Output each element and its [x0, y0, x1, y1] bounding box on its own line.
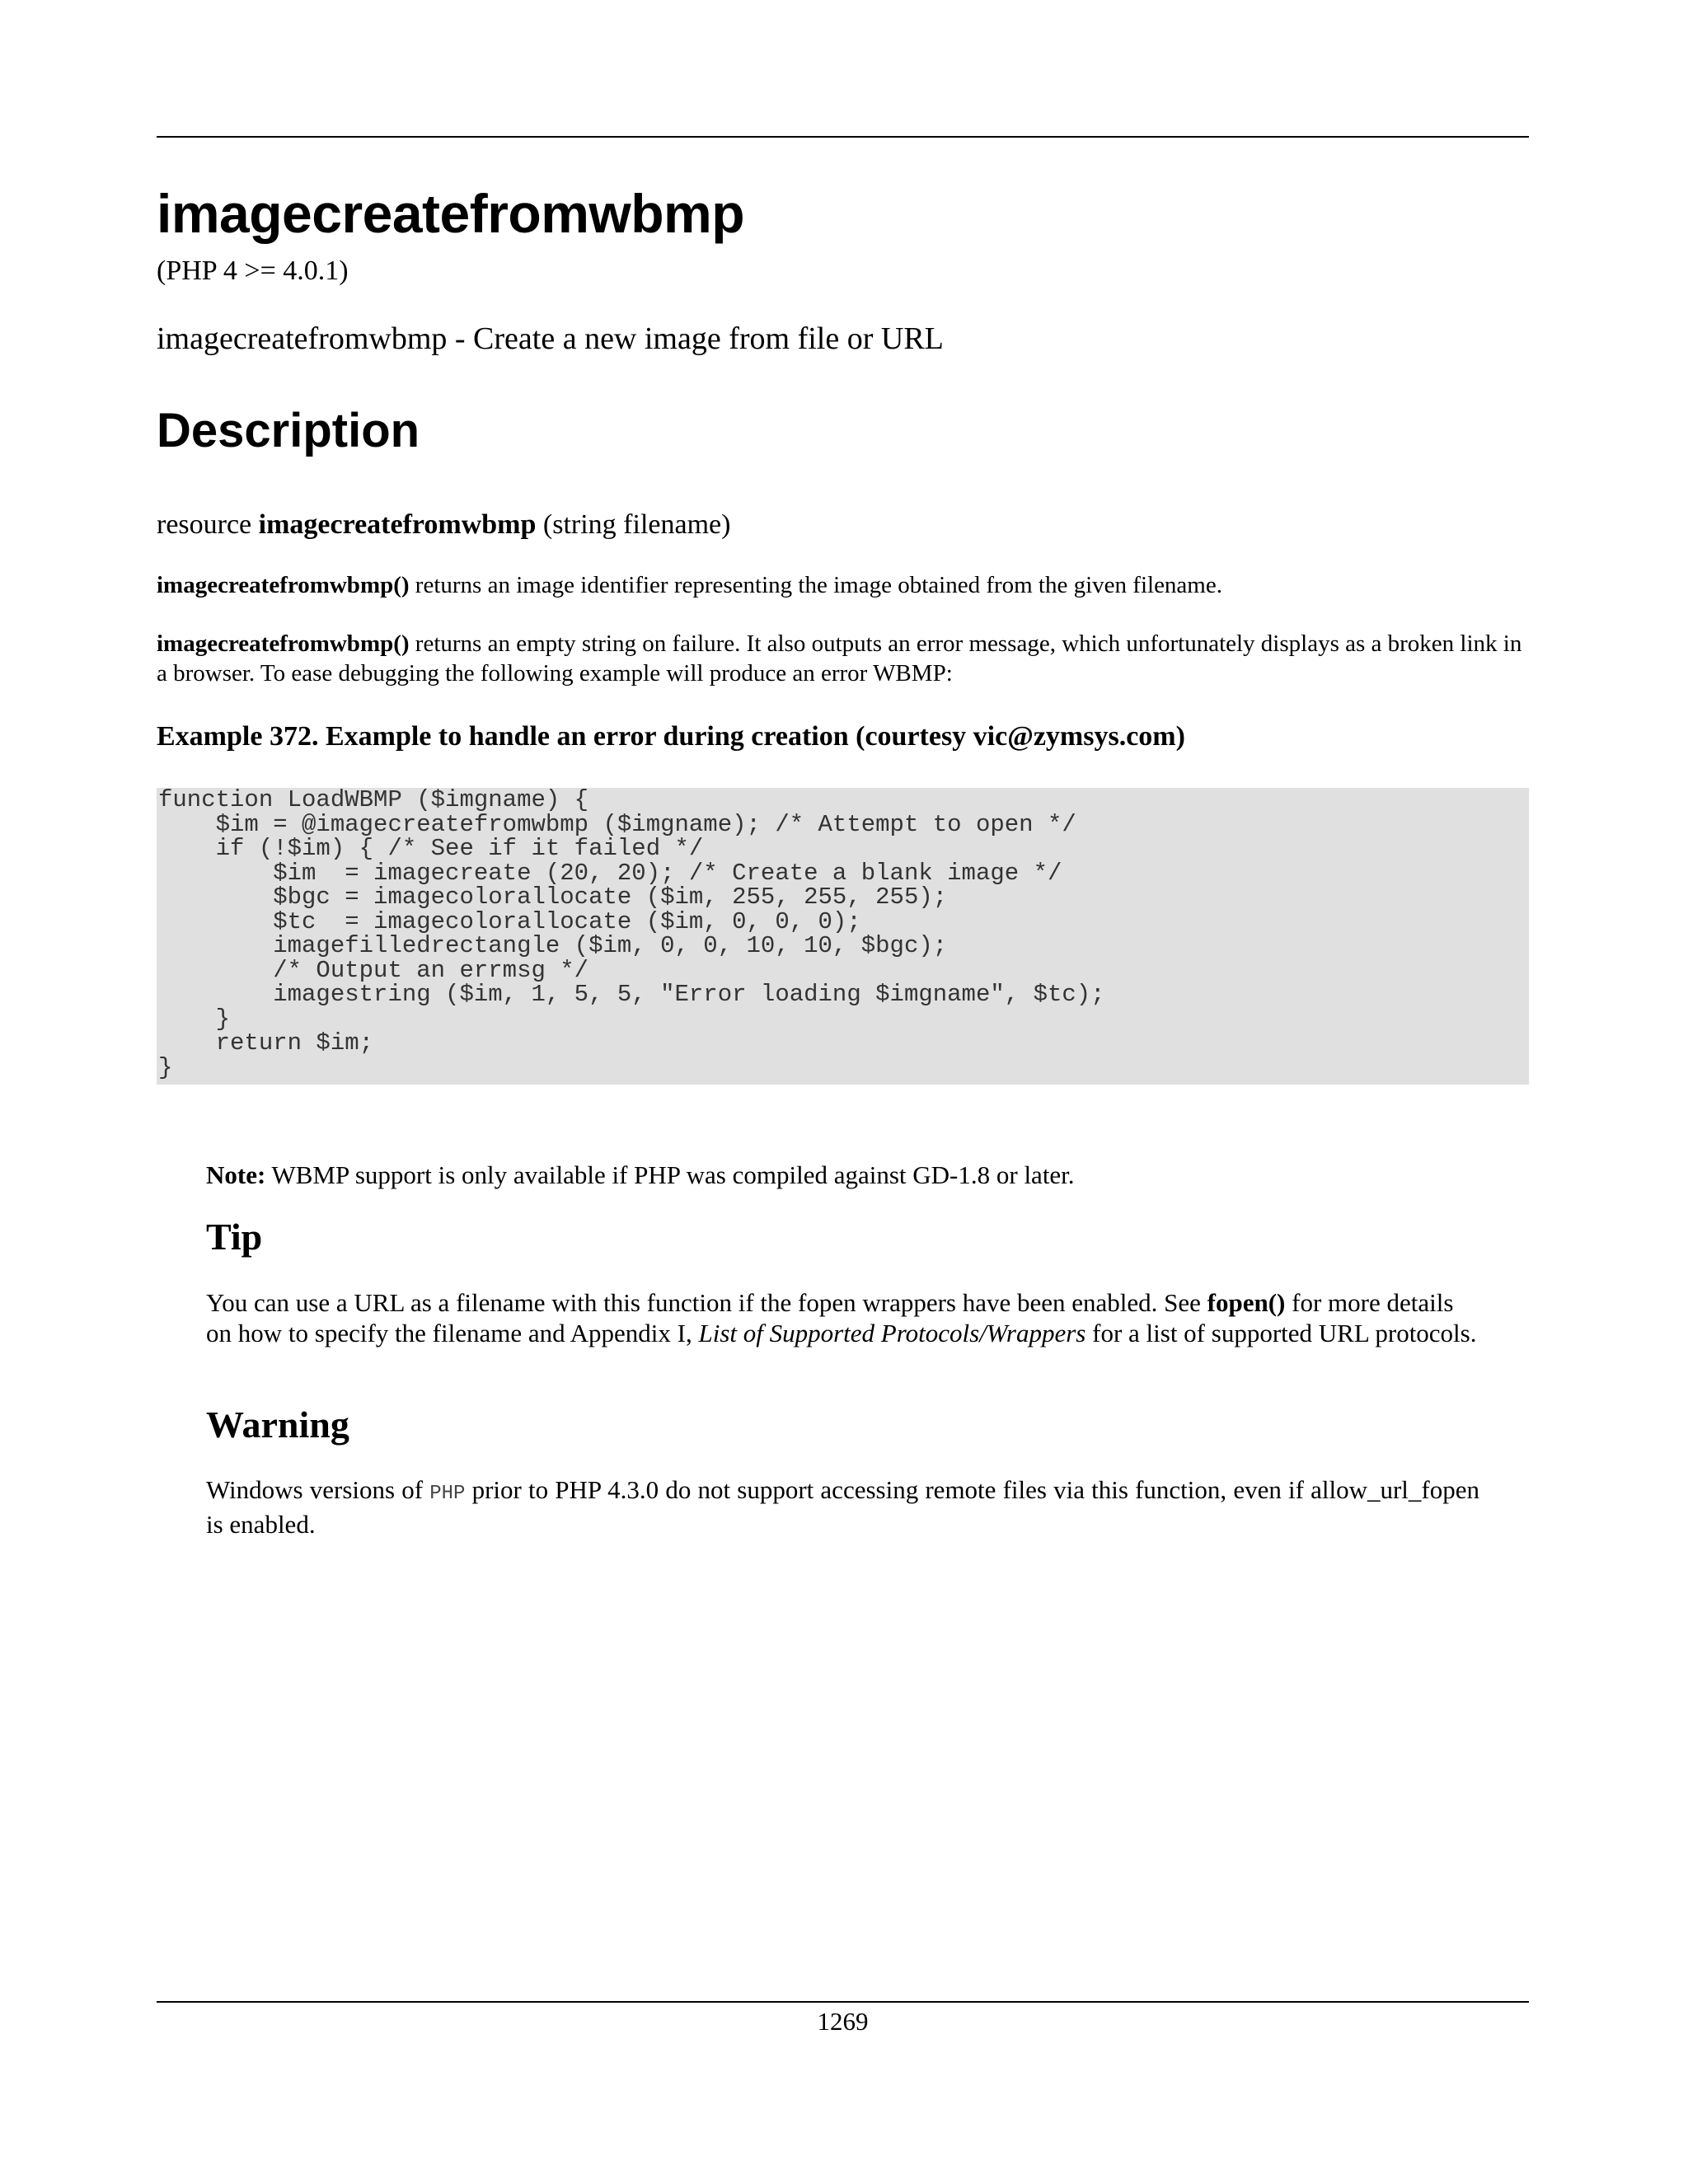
function-reference: imagecreatefromwbmp()	[157, 572, 410, 598]
function-reference: imagecreatefromwbmp()	[157, 630, 410, 657]
function-synopsis	[157, 509, 730, 540]
note-text: WBMP support is only available if PHP was compiled against GD-1.8 or later.	[265, 1160, 1075, 1189]
footer-rule	[157, 2001, 1529, 2003]
page-number: 1269	[817, 2007, 869, 2036]
warning-text: Windows versions of PHP prior to PHP 4.3.0 do not support accessing remote files via this function, even if allow_url_fopen is enabled.	[206, 1475, 1479, 1539]
tip-text: You can use a URL as a filename with this function if the fopen wrappers have been enabled. See fopen() for more details on how to specify the filename and Appendix I, List of Supported Protocols/Wrappers for a list of supported URL protocols.	[206, 1288, 1477, 1347]
example-code: function LoadWBMP ($imgname) { $im = @imagecreatefromwbmp ($imgname); /* Attempt to open */ if (!$im) { /* See if it failed */ $im = imagecreate (20, 20); /* Create a blank image */ $bgc = imagecolorallocate ($im, 255, 255, 255); $tc = imagecolorallocate ($im, 0, 0, 0); imagefilledrectangle ($im, 0, 0, 10, 10, $bgc); /* Output an errmsg */ imagestring ($im, 1, 5, 5, "Error loading $imgname", $tc); } return $im; }	[158, 786, 1105, 1081]
tip-heading: Tip	[206, 1216, 263, 1258]
php-version: (PHP 4 >= 4.0.1)	[157, 255, 349, 286]
php-acronym: PHP	[429, 1483, 466, 1505]
synopsis-params: (string filename)	[542, 509, 731, 540]
example-code-block	[157, 788, 1529, 1085]
description-paragraph: imagecreatefromwbmp() returns an empty string on failure. It also outputs an error message, which unfortunately displays as a broken link in a browser. To ease debugging the following example will produce an error WBMP:	[157, 630, 1522, 687]
synopsis-function-name: imagecreatefromwbmp	[258, 509, 537, 540]
description-heading: Description	[157, 404, 420, 457]
function-title: imagecreatefromwbmp	[157, 183, 745, 244]
document-page	[157, 0, 1529, 2184]
note-label: Note:	[206, 1160, 266, 1189]
header-rule	[157, 136, 1529, 138]
fopen-link[interactable]: fopen()	[1207, 1288, 1286, 1317]
synopsis-return-type: resource	[157, 509, 252, 540]
description-paragraph: imagecreatefromwbmp() returns an image identifier representing the image obtained from the given filename.	[157, 572, 1222, 598]
example-title: Example 372. Example to handle an error during creation (courtesy vic@zymsys.com)	[157, 721, 1185, 752]
appendix-link[interactable]: List of Supported Protocols/Wrappers	[698, 1318, 1086, 1347]
function-purpose: imagecreatefromwbmp - Create a new image from file or URL	[157, 321, 944, 356]
warning-heading: Warning	[206, 1404, 349, 1446]
note	[206, 1160, 1479, 1190]
